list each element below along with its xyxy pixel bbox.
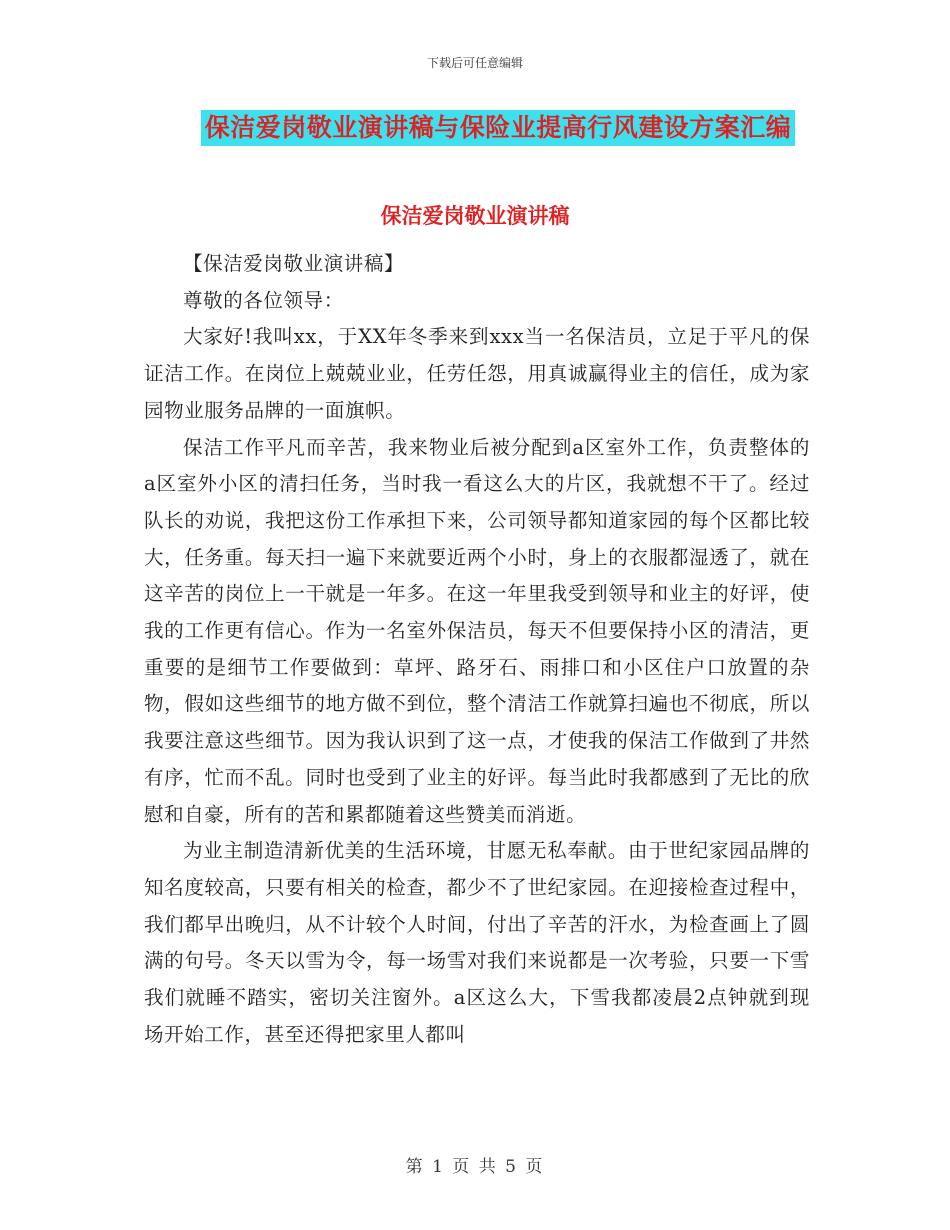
document-body <box>144 246 810 1053</box>
paragraph-heading: 【保洁爱岗敬业演讲稿】 <box>183 252 405 275</box>
paragraph-work-description: 保洁工作平凡而辛苦，我来物业后被分配到a区室外工作，负责整体的a区室外小区的清扫任务，当时我一看这么大的片区，我就想不干了。经过队长的劝说，我把这份工作承担下来，公司领导都知道家园的每个区都比较大，任务重。每天扫一遍下来就要近两个小时，身上的衣服都湿透了，就在这辛苦的岗位上一干就是一年多。在这一年里我受到领导和业主的好评，使我的工作更有信心。作为一名室外保洁员，每天不但要保持小区的清洁，更重要的是细节工作要做到：草坪、路牙石、雨排口和小区住户口放置的杂物，假如这些细节的地方做不到位，整个清洁工作就算扫遍也不彻底，所以我要注意这些细节。因为我认识到了这一点，才使我的保洁工作做到了井然有序，忙而不乱。同时也受到了业主的好评。每当此时我都感到了无比的欣慰和自豪，所有的苦和累都随着这些赞美而消逝。 <box>144 435 810 826</box>
paragraph-introduction: 大家好!我叫xx，于XX年冬季来到xxx当一名保洁员，立足于平凡的保证洁工作。在岗位上兢兢业业，任劳任怨，用真诚赢得业主的信任，成为家园物业服务品牌的一面旗帜。 <box>144 325 810 422</box>
header-note: 下载后可任意编辑 <box>426 56 523 70</box>
document-title: 保洁爱岗敬业演讲稿与保险业提高行风建设方案汇编 <box>201 110 796 146</box>
main-title-container <box>0 110 950 146</box>
paragraph-salutation: 尊敬的各位领导： <box>183 288 344 312</box>
paragraph-dedication: 为业主制造清新优美的生活环境，甘愿无私奉献。由于世纪家园品牌的知名度较高，只要有相关的检查，都少不了世纪家园。在迎接检查过程中，我们都早出晚归，从不计较个人时间，付出了辛苦的汗水，为检查画上了圆满的句号。冬天以雪为令，每一场雪对我们来说都是一次考验，只要一下雪我们就睡不踏实，密切关注窗外。a区这么大，下雪我都凌晨2点钟就到现场开始工作，甚至还得把家里人都叫 <box>144 839 810 1046</box>
page-number-footer: 第 1 页 共 5 页 <box>405 1157 545 1177</box>
section-title: 保洁爱岗敬业演讲稿 <box>380 204 570 228</box>
